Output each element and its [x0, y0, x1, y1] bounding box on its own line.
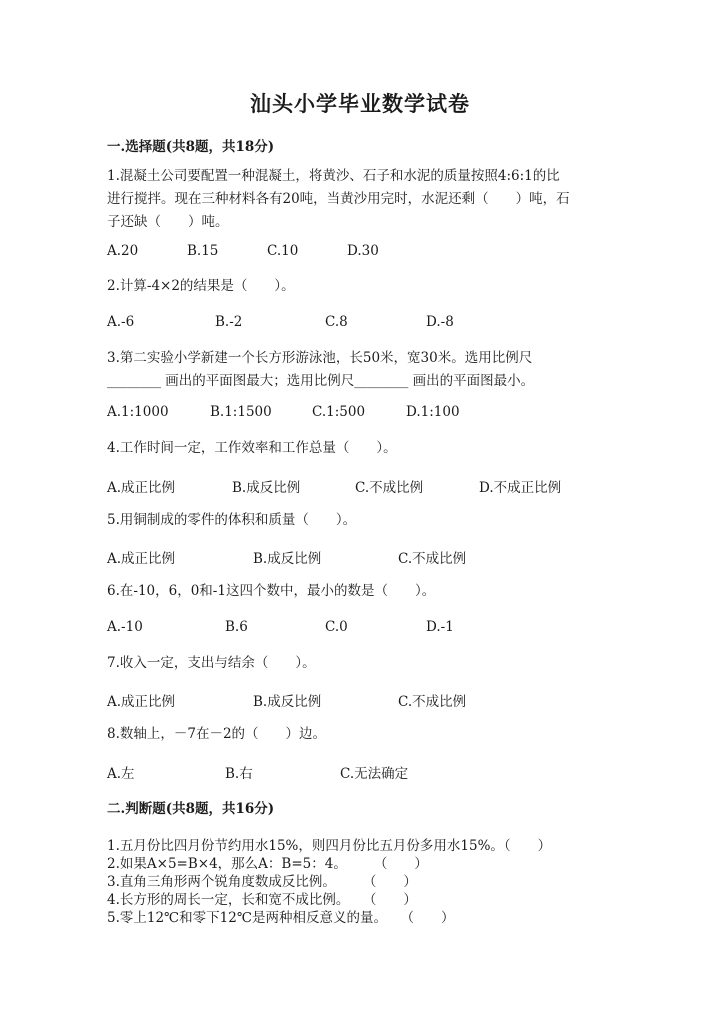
question-8-line-1: 8.数轴上，－7在－2的（ ）边。 [107, 726, 327, 742]
question-4-options [107, 476, 627, 496]
option-b[interactable]: B.6 [225, 619, 248, 635]
option-d[interactable]: D.-1 [426, 619, 454, 635]
option-c[interactable]: C.8 [325, 314, 348, 330]
judgment-item-5: 5.零上12℃和零下12℃是两种相反意义的量。 （ ） [107, 910, 455, 926]
question-2-line-1: 2.计算-4×2的结果是（ ）。 [107, 278, 295, 294]
option-c[interactable]: C.1:500 [312, 404, 366, 420]
exam-title: 汕头小学毕业数学试卷 [250, 91, 470, 116]
question-3-line-1: 3.第二实验小学新建一个长方形游泳池，长50米，宽30米。选用比例尺 [107, 350, 533, 366]
question-1-line-3: 子还缺（ ）吨。 [107, 214, 229, 230]
question-3-options [107, 404, 627, 424]
option-b[interactable]: B.成反比例 [253, 551, 322, 567]
option-a[interactable]: A.1:1000 [107, 404, 169, 420]
option-b[interactable]: B.15 [187, 243, 219, 259]
option-c[interactable]: C.不成比例 [355, 480, 424, 496]
option-b[interactable]: B.1:1500 [210, 404, 272, 420]
option-a[interactable]: A.左 [107, 766, 135, 782]
section-judgment-heading: 二.判断题(共8题，共16分) [107, 801, 275, 817]
option-c[interactable]: C.10 [267, 243, 299, 259]
option-a[interactable]: A.成正比例 [107, 694, 176, 710]
option-a[interactable]: A.-6 [107, 314, 135, 330]
option-c[interactable]: C.不成比例 [398, 694, 467, 710]
judgment-item-2: 2.如果A×5=B×4，那么A：B=5：4。 （ ） [107, 856, 428, 872]
question-5-options [107, 547, 627, 567]
option-d[interactable]: D.1:100 [406, 404, 460, 420]
option-d[interactable]: D.30 [347, 243, 379, 259]
option-b[interactable]: B.成反比例 [253, 694, 322, 710]
question-3-line-2: ________ 画出的平面图最大；选用比例尺________ 画出的平面图最小。 [107, 373, 535, 389]
question-7-line-1: 7.收入一定，支出与结余（ ）。 [107, 655, 316, 671]
option-b[interactable]: B.-2 [215, 314, 243, 330]
question-1-options [107, 243, 627, 263]
option-c[interactable]: C.0 [325, 619, 348, 635]
question-4-line-1: 4.工作时间一定，工作效率和工作总量（ ）。 [107, 440, 397, 456]
option-a[interactable]: A.成正比例 [107, 480, 176, 496]
question-1-line-2: 进行搅拌。现在三种材料各有20吨，当黄沙用完时，水泥还剩（ ）吨，石 [107, 191, 570, 207]
section-choice-heading: 一.选择题(共8题，共18分) [107, 139, 275, 155]
question-7-options [107, 690, 627, 710]
judgment-item-1: 1.五月份比四月份节约用水15%，则四月份比五月份多用水15%。（ ） [107, 838, 552, 854]
judgment-item-4: 4.长方形的周长一定，长和宽不成比例。 （ ） [107, 892, 417, 908]
option-a[interactable]: A.成正比例 [107, 551, 176, 567]
option-d[interactable]: D.-8 [426, 314, 454, 330]
question-2-options [107, 314, 627, 334]
question-8-options [107, 762, 627, 782]
option-c[interactable]: C.无法确定 [340, 766, 409, 782]
question-5-line-1: 5.用铜制成的零件的体积和质量（ ）。 [107, 512, 357, 528]
question-6-line-1: 6.在-10，6，0和-1这四个数中，最小的数是（ ）。 [107, 583, 436, 599]
option-a[interactable]: A.20 [107, 243, 139, 259]
option-a[interactable]: A.-10 [107, 619, 143, 635]
question-1-line-1: 1.混凝土公司要配置一种混凝土，将黄沙、石子和水泥的质量按照4:6:1的比 [107, 168, 560, 184]
judgment-item-3: 3.直角三角形两个锐角度数成反比例。 （ ） [107, 874, 417, 890]
option-b[interactable]: B.右 [225, 766, 253, 782]
option-b[interactable]: B.成反比例 [232, 480, 301, 496]
option-d[interactable]: D.不成正比例 [479, 480, 562, 496]
question-6-options [107, 619, 627, 639]
option-c[interactable]: C.不成比例 [398, 551, 467, 567]
